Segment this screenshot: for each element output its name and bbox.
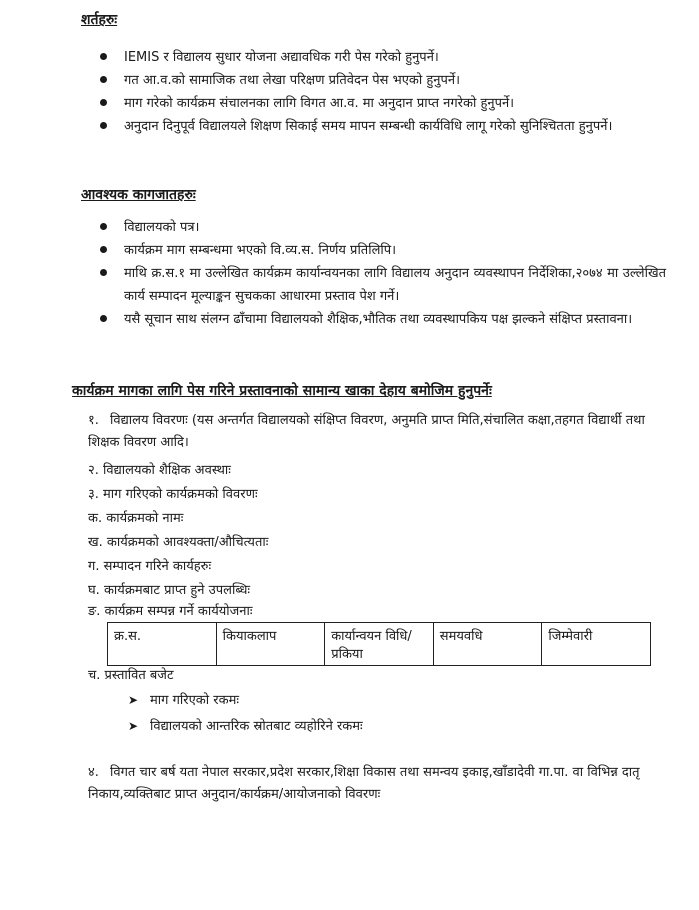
bullet-icon: [100, 223, 107, 230]
bullet-icon: [100, 269, 107, 276]
table-header-cell: जिम्मेवारी: [542, 623, 651, 666]
proposal-item-4: ४. विगत चार बर्ष यता नेपाल सरकार,प्रदेश सरकार,शिक्षा विकास तथा समन्वय इकाइ,खाँडादेवी गा.पा. वा विभिन्न दातृ निकाय,व्यक्तिबाट प्राप्त अनुदान/कार्यक्रम/आयोजनाको विवरणः: [88, 765, 640, 802]
budget-item: ➤ माग गरिएको रकमः: [128, 690, 239, 711]
list-item: अनुदान दिनुपूर्व विद्यालयले शिक्षण सिकाई समय मापन सम्बन्धी कार्यविधि लागू गरेको सुनिश्चितता हुनुपर्ने।: [96, 115, 676, 138]
bullet-icon: [100, 99, 107, 106]
table-row: [108, 623, 651, 666]
bullet-icon: [100, 246, 107, 253]
table-header-cell: क्र.स.: [108, 623, 217, 666]
work-plan-table: [107, 622, 651, 666]
list-item: विद्यालयको पत्र।: [96, 216, 666, 239]
bullet-icon: [100, 315, 107, 322]
proposal-sub-d: घ. कार्यक्रमबाट प्राप्त हुने उपलब्धिः: [88, 583, 251, 598]
documents-list: [96, 216, 666, 331]
conditions-heading: शर्तहरुः: [81, 12, 118, 28]
list-item: यसै सूचान साथ संलग्न ढाँचामा विद्यालयको शैक्षिक,भौतिक तथा व्यवस्थापकिय पक्ष झल्कने संक्षिप्त प्रस्तावना।: [96, 308, 666, 331]
list-item: माथि क्र.स.१ मा उल्लेखित कार्यक्रम कार्यान्वयनका लागि विद्यालय अनुदान व्यवस्थापन निर्देशिका,२०७४ मा उल्लेखित कार्य सम्पादन मूल्याङ्कन सुचकका आधारमा प्रस्ताव पेश गर्ने।: [96, 262, 666, 308]
bullet-icon: [100, 53, 107, 60]
proposal-sub-b: ख. कार्यक्रमको आवश्यक्ता/औचित्यताः: [88, 535, 269, 550]
proposal-sub-c: ग. सम्पादन गरिने कार्यहरुः: [88, 559, 212, 574]
list-item: माग गरेको कार्यक्रम संचालनका लागि विगत आ.व. मा अनुदान प्राप्त नगरेको हुनुपर्ने।: [96, 92, 676, 115]
table-header-cell: कार्यान्वयन विधि/प्रकिया: [325, 623, 434, 666]
table-header-cell: कियाकलाप: [216, 623, 325, 666]
list-item: गत आ.व.को सामाजिक तथा लेखा परिक्षण प्रतिवेदन पेस भएको हुनुपर्ने।: [96, 69, 676, 92]
proposal-sub-e: ङ. कार्यक्रम सम्पन्न गर्ने कार्ययोजनाः: [88, 604, 253, 619]
arrow-bullet-icon: ➤: [128, 719, 139, 733]
proposal-item-1: १. विद्यालय विवरणः (यस अन्तर्गत विद्यालयको संक्षिप्त विवरण, अनुमति प्राप्त मिति,संचालित कक्षा,तहगत विद्यार्थी तथा शिक्षक विवरण आदि।: [88, 413, 645, 450]
proposal-sub-f: च. प्रस्तावित बजेट: [88, 668, 174, 683]
list-item: IEMIS र विद्यालय सुधार योजना अद्यावधिक गरी पेस गरेको हुनुपर्ने।: [96, 46, 676, 69]
bullet-icon: [100, 76, 107, 83]
proposal-item-2: २. विद्यालयको शैक्षिक अवस्थाः: [88, 463, 231, 478]
list-item: कार्यक्रम माग सम्बन्धमा भएको वि.व्य.स. निर्णय प्रतिलिपि।: [96, 239, 666, 262]
arrow-bullet-icon: ➤: [128, 693, 139, 707]
budget-item: ➤ विद्यालयको आन्तरिक स्रोतबाट व्यहोरिने रकमः: [128, 716, 363, 737]
bullet-icon: [100, 122, 107, 129]
table-header-cell: समयवधि: [433, 623, 542, 666]
proposal-item-3: ३. माग गरिएको कार्यक्रमको विवरणः: [88, 487, 258, 502]
proposal-sub-a: क. कार्यक्रमको नामः: [88, 511, 184, 526]
proposal-heading: कार्यक्रम मागका लागि पेस गरिने प्रस्तावनाको सामान्य खाका देहाय बमोजिम हुनुपर्नेः: [72, 383, 492, 399]
documents-heading: आवश्यक कागजातहरुः: [81, 187, 196, 203]
conditions-list: [96, 46, 676, 138]
